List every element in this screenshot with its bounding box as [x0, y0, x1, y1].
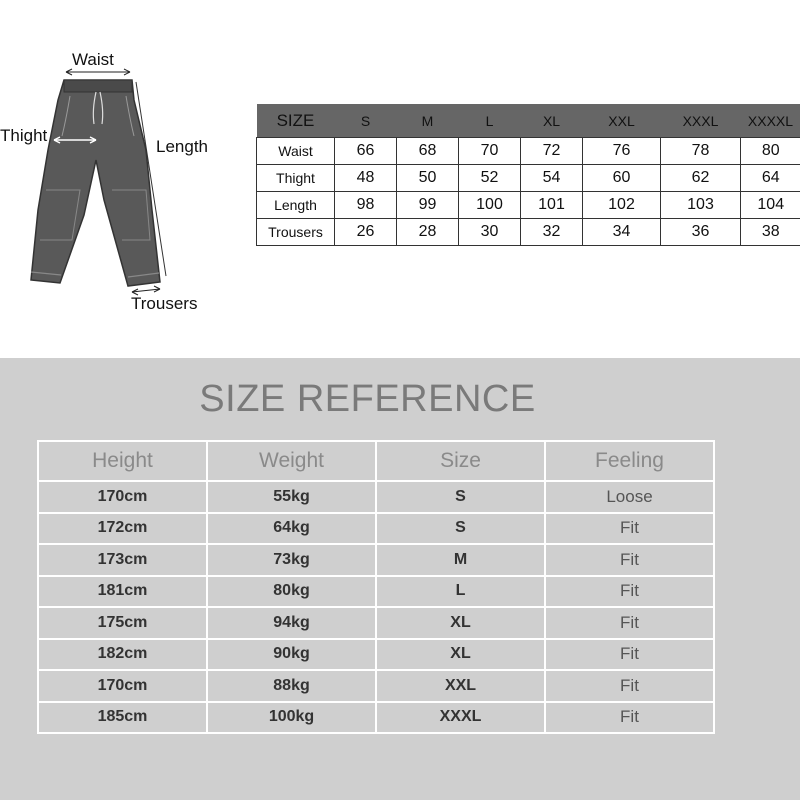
table-cell: 34 — [583, 219, 661, 246]
reference-header: Height — [38, 441, 207, 481]
waist-label: Waist — [72, 50, 114, 69]
table-row — [38, 607, 714, 639]
table-cell: 78 — [661, 138, 741, 165]
row-label: Trousers — [257, 219, 335, 246]
table-cell: 99 — [397, 192, 459, 219]
size-chart-header-row — [257, 104, 800, 138]
weight-cell: 94kg — [207, 607, 376, 639]
size-reference-title: SIZE REFERENCE — [199, 378, 536, 420]
size-header: XXXL — [661, 104, 741, 138]
table-cell: 101 — [521, 192, 583, 219]
size-cell: M — [376, 544, 545, 576]
length-label: Length — [156, 137, 208, 156]
table-cell: 66 — [335, 138, 397, 165]
table-row — [38, 544, 714, 576]
feeling-cell: Fit — [545, 639, 714, 671]
table-cell: 70 — [459, 138, 521, 165]
trousers-label: Trousers — [131, 294, 198, 313]
table-row — [38, 576, 714, 608]
height-cell: 185cm — [38, 702, 207, 734]
pants-illustration — [0, 40, 230, 330]
waistband — [64, 80, 132, 92]
height-cell: 175cm — [38, 607, 207, 639]
size-header: XXL — [583, 104, 661, 138]
table-cell: 104 — [741, 192, 800, 219]
size-chart-table — [256, 104, 800, 246]
table-cell: 26 — [335, 219, 397, 246]
weight-cell: 90kg — [207, 639, 376, 671]
table-cell: 64 — [741, 165, 800, 192]
table-cell: 60 — [583, 165, 661, 192]
height-cell: 181cm — [38, 576, 207, 608]
reference-header: Feeling — [545, 441, 714, 481]
size-reference-table — [37, 440, 715, 734]
size-header: L — [459, 104, 521, 138]
table-cell: 62 — [661, 165, 741, 192]
table-cell: 38 — [741, 219, 800, 246]
height-cell: 182cm — [38, 639, 207, 671]
table-cell: 80 — [741, 138, 800, 165]
weight-cell: 55kg — [207, 481, 376, 513]
table-cell: 52 — [459, 165, 521, 192]
table-row — [257, 138, 800, 165]
table-row — [38, 481, 714, 513]
table-row — [257, 219, 800, 246]
table-cell: 54 — [521, 165, 583, 192]
size-header: SIZE — [257, 104, 335, 138]
feeling-cell: Fit — [545, 670, 714, 702]
reference-header: Size — [376, 441, 545, 481]
row-label: Waist — [257, 138, 335, 165]
size-reference-panel — [0, 358, 800, 800]
reference-header-row — [38, 441, 714, 481]
weight-cell: 73kg — [207, 544, 376, 576]
table-cell: 103 — [661, 192, 741, 219]
feeling-cell: Fit — [545, 607, 714, 639]
size-cell: XL — [376, 639, 545, 671]
table-cell: 28 — [397, 219, 459, 246]
weight-cell: 100kg — [207, 702, 376, 734]
feeling-cell: Fit — [545, 576, 714, 608]
size-cell: L — [376, 576, 545, 608]
row-label: Length — [257, 192, 335, 219]
table-cell: 36 — [661, 219, 741, 246]
table-cell: 32 — [521, 219, 583, 246]
weight-cell: 80kg — [207, 576, 376, 608]
weight-cell: 88kg — [207, 670, 376, 702]
thight-label: Thight — [0, 126, 48, 145]
size-cell: XXL — [376, 670, 545, 702]
row-label: Thight — [257, 165, 335, 192]
feeling-cell: Fit — [545, 544, 714, 576]
table-cell: 100 — [459, 192, 521, 219]
reference-header: Weight — [207, 441, 376, 481]
table-cell: 68 — [397, 138, 459, 165]
size-cell: S — [376, 513, 545, 545]
table-row — [257, 165, 800, 192]
table-row — [38, 639, 714, 671]
size-header: XL — [521, 104, 583, 138]
table-cell: 76 — [583, 138, 661, 165]
feeling-cell: Fit — [545, 513, 714, 545]
feeling-cell: Loose — [545, 481, 714, 513]
table-row — [38, 670, 714, 702]
size-cell: S — [376, 481, 545, 513]
pants-diagram — [0, 40, 230, 330]
height-cell: 173cm — [38, 544, 207, 576]
table-row — [38, 513, 714, 545]
table-cell: 98 — [335, 192, 397, 219]
table-cell: 102 — [583, 192, 661, 219]
table-cell: 72 — [521, 138, 583, 165]
height-cell: 170cm — [38, 670, 207, 702]
height-cell: 172cm — [38, 513, 207, 545]
size-header: M — [397, 104, 459, 138]
size-header: XXXXL — [741, 104, 800, 138]
size-cell: XL — [376, 607, 545, 639]
table-cell: 30 — [459, 219, 521, 246]
table-cell: 48 — [335, 165, 397, 192]
size-cell: XXXL — [376, 702, 545, 734]
table-cell: 50 — [397, 165, 459, 192]
table-row — [38, 702, 714, 734]
weight-cell: 64kg — [207, 513, 376, 545]
feeling-cell: Fit — [545, 702, 714, 734]
size-header: S — [335, 104, 397, 138]
table-row — [257, 192, 800, 219]
height-cell: 170cm — [38, 481, 207, 513]
